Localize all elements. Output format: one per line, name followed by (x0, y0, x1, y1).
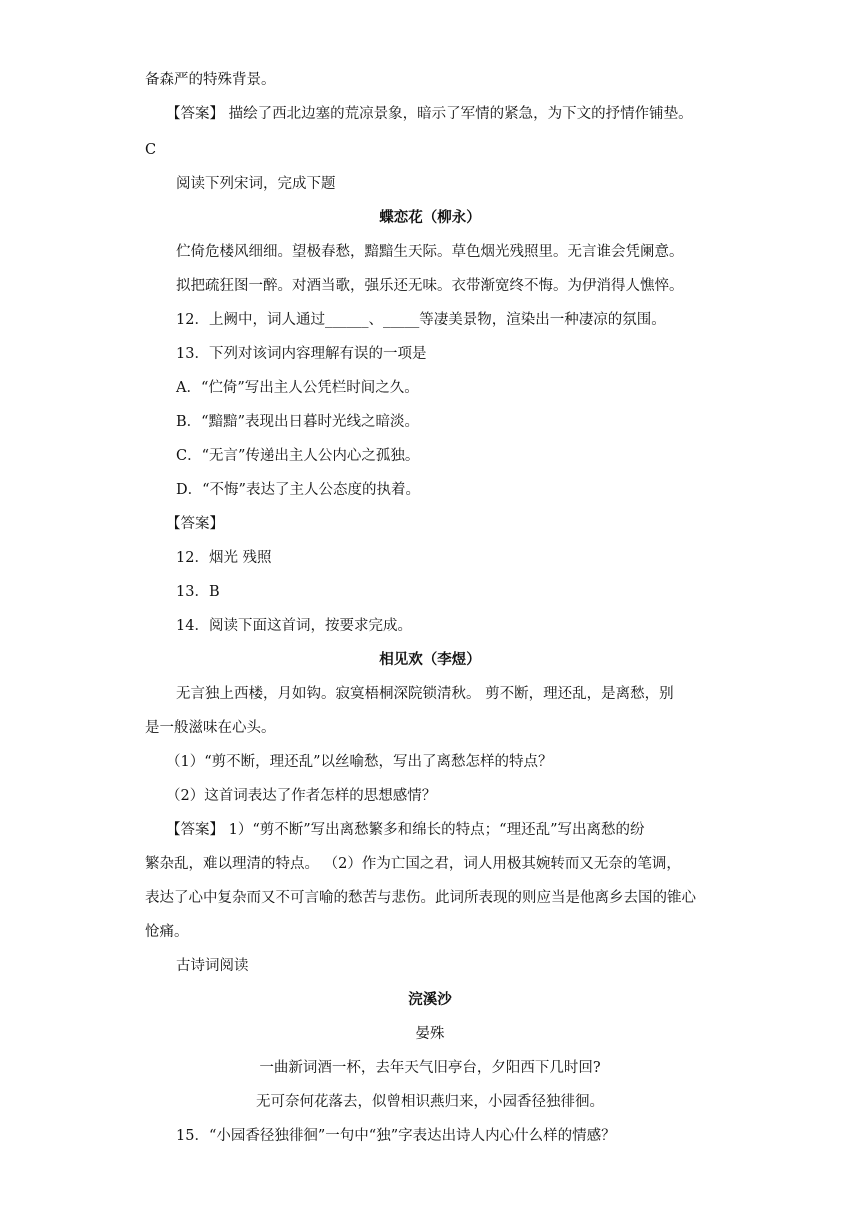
poem-line: 无可奈何花落去，似曾相识燕归来，小园香径独徘徊。 (256, 1094, 604, 1110)
option-d: D．“不悔”表达了主人公态度的执着。 (176, 482, 420, 498)
option-a: A．“伫倚”写出主人公凭栏时间之久。 (176, 380, 419, 396)
option-b: B．“黯黯”表现出日暮时光线之暗淡。 (176, 414, 419, 430)
poem-title: 蝶恋花（柳永） (379, 210, 481, 226)
poem-author: 晏殊 (415, 1026, 445, 1042)
question-line: 12．上阙中，词人通过______、_____等凄美景物，渲染出一种凄凉的氛围。 (176, 312, 666, 328)
answer-line: 繁杂乱，难以理清的特点。 （2）作为亡国之君，词人用极其婉转而又无奈的笔调， (145, 856, 681, 872)
answer-line: 怆痛。 (145, 924, 189, 940)
text-line: 备森严的特殊背景。 (145, 72, 276, 88)
poem-line: 无言独上西楼，月如钩。寂寞梧桐深院锁清秋。 剪不断，理还乱，是离愁，别 (176, 686, 674, 702)
question-line: （1）“剪不断，理还乱”以丝喻愁，写出了离愁怎样的特点？ (166, 754, 553, 770)
poem-line: 伫倚危楼风细细。望极春愁，黯黯生天际。草色烟光残照里。无言谁会凭阑意。 (176, 244, 684, 260)
poem-line: 拟把疏狂图一醉。对酒当歌，强乐还无味。衣带渐宽终不悔。为伊消得人憔悴。 (176, 278, 684, 294)
answer-line: 13．B (176, 584, 220, 600)
poem-line: 是一般滋味在心头。 (145, 720, 276, 736)
text-line: C (145, 142, 157, 158)
instruction-line: 阅读下列宋词，完成下题 (176, 176, 336, 192)
answer-label: 【答案】 (166, 516, 224, 532)
poem-title: 浣溪沙 (408, 992, 452, 1008)
question-line: 14．阅读下面这首词，按要求完成。 (176, 618, 412, 634)
question-line: 13．下列对该词内容理解有误的一项是 (176, 346, 427, 362)
answer-line: 12．烟光 残照 (176, 550, 272, 566)
answer-line: 【答案】 1）“剪不断”写出离愁繁多和绵长的特点；“理还乱”写出离愁的纷 (166, 822, 645, 838)
section-heading: 古诗词阅读 (176, 958, 249, 974)
poem-line: 一曲新词酒一杯，去年天气旧亭台，夕阳西下几时回? (259, 1060, 601, 1076)
question-line: 15．“小园香径独徘徊”一句中“独”字表达出诗人内心什么样的情感？ (176, 1128, 616, 1144)
poem-title: 相见欢（李煜） (379, 652, 481, 668)
answer-line: 【答案】 描绘了西北边塞的荒凉景象，暗示了军情的紧急，为下文的抒情作铺垫。 (166, 106, 693, 122)
answer-line: 表达了心中复杂而又不可言喻的愁苦与悲伤。此词所表现的则应当是他离乡去国的锥心 (145, 890, 696, 906)
question-line: （2）这首词表达了作者怎样的思想感情？ (166, 788, 437, 804)
option-c: C．“无言”传递出主人公内心之孤独。 (176, 448, 420, 464)
